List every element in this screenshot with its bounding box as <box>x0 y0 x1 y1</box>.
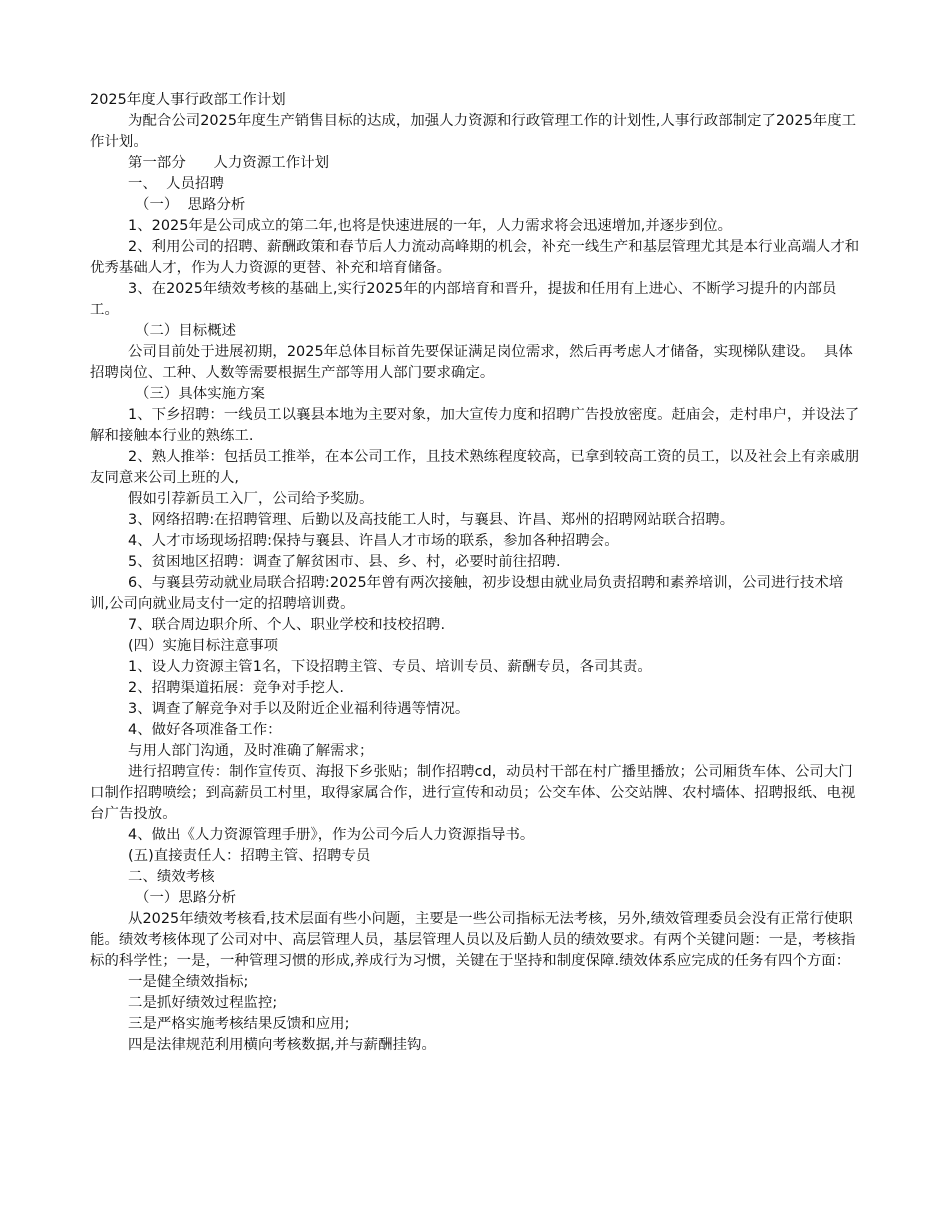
list-item: 三是严格实施考核结果反馈和应用; <box>128 1016 350 1032</box>
section-heading: 二、绩效考核 <box>128 869 215 885</box>
paragraph: 假如引荐新员工入厂，公司给予奖励。 <box>128 491 374 507</box>
paragraph: 3、在2025年绩效考核的基础上,实行2025年的内部培育和晋升，提拔和任用有上进心、不断学习提升的内部员工。 <box>90 281 837 318</box>
subsection-heading: （二）目标概述 <box>135 323 237 339</box>
paragraph: 进行招聘宣传：制作宣传页、海报下乡张贴；制作招聘cd，动员村干部在村广播里播放；公司厢货车体、公司大门口制作招聘喷绘；到高薪员工村里，取得家属合作，进行宣传和动员；公交车体、公交站牌、农村墙体、招聘报纸、电视台广告投放。 <box>90 764 856 822</box>
paragraph: 4、做好各项准备工作： <box>128 722 282 738</box>
subsection-heading: (四）实施目标注意事项 <box>128 638 279 654</box>
paragraph: 7、联合周边职介所、个人、职业学校和技校招聘. <box>128 617 446 633</box>
subsection-heading: （三）具体实施方案 <box>135 386 265 402</box>
list-item: 一是健全绩效指标; <box>128 974 249 990</box>
list-item: 四是法律规范利用横向考核数据,并与薪酬挂钩。 <box>128 1037 436 1053</box>
paragraph: 从2025年绩效考核看,技术层面有些小问题，主要是一些公司指标无法考核，另外,绩效管理委员会没有正常行使职能。绩效考核体现了公司对中、高层管理人员，基层管理人员以及后勤人员的绩效要求。有两个关键问题：一是，考核指标的科学性；一是，一种管理习惯的形成,养成行为习惯，关键在于坚持和制度保障.绩效体系应完成的任务有四个方面： <box>90 911 856 969</box>
part-heading: 第一部分 人力资源工作计划 <box>128 155 330 171</box>
document-title: 2025年度人事行政部工作计划 <box>90 92 286 108</box>
paragraph: 3、网络招聘:在招聘管理、后勤以及高技能工人时，与襄县、许昌、郑州的招聘网站联合招聘。 <box>128 512 735 528</box>
subsection-heading: （一）思路分析 <box>135 890 237 906</box>
paragraph: 1、下乡招聘：一线员工以襄县本地为主要对象，加大宣传力度和招聘广告投放密度。赶庙会，走村串户，并设法了解和接触本行业的熟练工. <box>90 407 860 444</box>
subsection-heading: （一） 思路分析 <box>135 197 246 213</box>
intro-paragraph: 为配合公司2025年度生产销售目标的达成，加强人力资源和行政管理工作的计划性,人事行政部制定了2025年度工作计划。 <box>90 113 857 150</box>
paragraph: 6、与襄县劳动就业局联合招聘:2025年曾有两次接触，初步设想由就业局负责招聘和素养培训，公司进行技术培训,公司向就业局支付一定的招聘培训费。 <box>90 575 844 612</box>
paragraph: 5、贫困地区招聘：调查了解贫困市、县、乡、村，必要时前往招聘. <box>128 554 561 570</box>
paragraph: 2、熟人推举：包括员工推举，在本公司工作，且技术熟练程度较高，已拿到较高工资的员工，以及社会上有亲戚朋友同意来公司上班的人, <box>90 449 860 486</box>
paragraph: 4、做出《人力资源管理手册》，作为公司今后人力资源指导书。 <box>128 827 535 843</box>
paragraph: 公司目前处于进展初期，2025年总体目标首先要保证满足岗位需求，然后再考虑人才储备，实现梯队建设。 具体招聘岗位、工种、人数等需要根据生产部等用人部门要求确定。 <box>90 344 853 381</box>
section-heading: 一、 人员招聘 <box>128 176 224 192</box>
document-page <box>90 90 860 1056</box>
subsection-heading: (五)直接责任人：招聘主管、招聘专员 <box>128 848 371 864</box>
paragraph: 2、招聘渠道拓展：竞争对手挖人. <box>128 680 344 696</box>
paragraph: 与用人部门沟通，及时准确了解需求； <box>128 743 374 759</box>
paragraph: 1、设人力资源主管1名，下设招聘主管、专员、培训专员、薪酬专员，各司其责。 <box>128 659 652 675</box>
paragraph: 2、利用公司的招聘、薪酬政策和春节后人力流动高峰期的机会，补充一线生产和基层管理尤其是本行业高端人才和优秀基础人才，作为人力资源的更替、补充和培育储备。 <box>90 239 860 276</box>
paragraph: 1、2025年是公司成立的第二年,也将是快速进展的一年，人力需求将会迅速增加,并逐步到位。 <box>128 218 733 234</box>
paragraph: 3、调查了解竞争对手以及附近企业福利待遇等情况。 <box>128 701 470 717</box>
paragraph: 4、人才市场现场招聘:保持与襄县、许昌人才市场的联系，参加各种招聘会。 <box>128 533 619 549</box>
list-item: 二是抓好绩效过程监控; <box>128 995 278 1011</box>
